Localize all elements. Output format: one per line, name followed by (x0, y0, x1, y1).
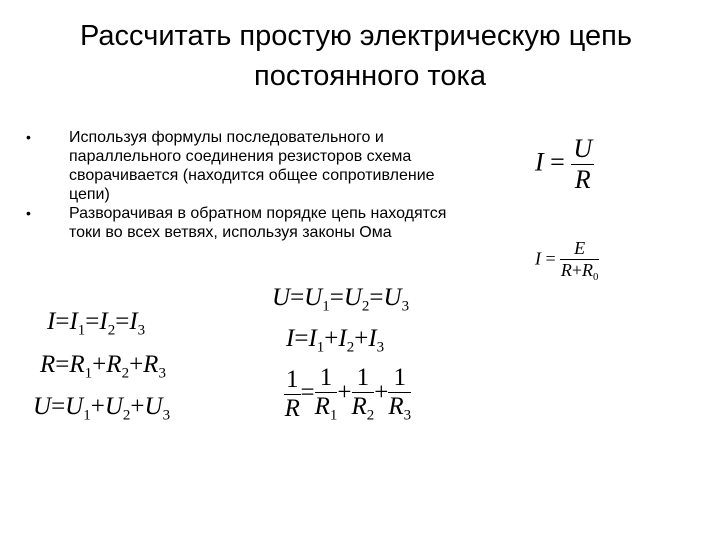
formula-symbol: U (272, 284, 291, 311)
title-line-2: постоянного тока (254, 60, 486, 92)
fraction-denominator: R (284, 394, 300, 422)
parallel-resistance-formula (284, 364, 411, 424)
formula-symbol: I (47, 308, 56, 335)
fraction-numerator: 1 (315, 364, 338, 393)
formula-subscript: 2 (121, 365, 130, 382)
formula-operator: + (324, 325, 339, 352)
formula-subscript: 3 (401, 298, 410, 315)
formula-subscript: 3 (162, 407, 171, 424)
formula-operator: + (92, 351, 107, 378)
formula-symbol: I (338, 325, 347, 352)
formula-symbol: I (368, 325, 377, 352)
parallel-voltage-formula (272, 284, 409, 315)
bullet-text: Используя формулы последовательного и параллельного соединения резисторов схема сворачивается (находится общее сопротивление цепи) (69, 129, 435, 203)
formula-subscript: 1 (84, 365, 93, 382)
series-voltage-formula (33, 393, 170, 424)
formula-operator: + (374, 378, 389, 406)
fraction-numerator: 1 (286, 365, 299, 393)
formula-subscript: 1 (329, 407, 338, 424)
formula-subscript: 3 (403, 407, 412, 424)
formula-symbol: I (129, 308, 138, 335)
formula-symbol: U (144, 393, 163, 420)
formula-operator: + (130, 393, 145, 420)
formula-operator: + (337, 378, 352, 406)
formula-symbol: R (69, 351, 85, 378)
formula-subscript: 2 (361, 298, 370, 315)
fraction-denominator (388, 393, 411, 424)
fraction-numerator: 1 (352, 364, 375, 393)
formula-subscript: 2 (122, 407, 131, 424)
fraction (560, 238, 599, 283)
fraction (284, 366, 301, 423)
bullet-icon: • (26, 205, 31, 221)
formula-operator: = (51, 393, 66, 420)
bullet-icon: • (26, 129, 31, 145)
fraction-denominator (315, 393, 338, 424)
formula-subscript: 3 (158, 365, 166, 382)
bullet-text: Разворачивая в обратном порядке цепь находятся токи во всех ветвях, используя законы Ома (69, 205, 447, 241)
fraction-denominator (352, 393, 375, 424)
formula-symbol: R (351, 393, 367, 420)
formula-operator: = (290, 284, 305, 311)
formula-subscript: 3 (376, 339, 385, 356)
slide-title (0, 16, 720, 96)
formula-symbol: I (308, 325, 317, 352)
formula-symbol: I (535, 147, 544, 177)
formula-operator: = (550, 147, 565, 177)
series-resistance-formula (40, 351, 166, 382)
fraction (352, 364, 375, 424)
parallel-current-formula (286, 325, 384, 356)
formula-symbol: I (535, 248, 541, 269)
formula-operator: = (115, 308, 130, 335)
fraction-denominator: R (574, 165, 591, 194)
bullet-item (24, 128, 454, 204)
formula-operator: = (329, 284, 344, 311)
bullet-item (24, 204, 454, 242)
formula-operator: + (571, 260, 583, 280)
formula-symbol: U (65, 393, 84, 420)
formula-symbol: R (388, 393, 404, 420)
fraction-numerator: 1 (388, 364, 411, 393)
formula-operator: = (545, 248, 556, 269)
formula-operator: + (129, 351, 144, 378)
title-line-1: Рассчитать простую электрическую цепь (80, 20, 632, 52)
fraction (315, 364, 338, 424)
formula-symbol: U (104, 393, 123, 420)
bullet-list (24, 128, 454, 242)
formula-operator: = (369, 284, 384, 311)
fraction (388, 364, 411, 424)
formula-symbol: R (143, 351, 159, 378)
formula-subscript: 2 (366, 407, 375, 424)
formula-symbol: I (99, 308, 108, 335)
formula-operator: = (85, 308, 100, 335)
formula-subscript: 2 (346, 339, 355, 356)
formula-operator: + (90, 393, 105, 420)
formula-subscript: 1 (77, 322, 86, 339)
fraction-numerator: E (560, 238, 599, 260)
formula-symbol: U (33, 393, 52, 420)
formula-subscript: 1 (322, 298, 330, 315)
formula-subscript: 1 (83, 407, 91, 424)
series-current-formula (47, 308, 145, 339)
formula-operator: = (300, 378, 315, 406)
formula-operator: = (294, 325, 309, 352)
ohm-law-formula (535, 134, 594, 195)
formula-symbol: I (286, 325, 295, 352)
fraction-denominator (560, 260, 599, 283)
fraction (571, 134, 594, 195)
formula-subscript: 0 (593, 270, 599, 283)
formula-subscript: 2 (107, 322, 116, 339)
formula-symbol: U (343, 284, 362, 311)
formula-symbol: R (560, 260, 572, 280)
formula-symbol: U (304, 284, 323, 311)
full-circuit-ohm-formula (535, 238, 599, 283)
fraction-numerator: U (573, 134, 593, 163)
formula-symbol: I (69, 308, 78, 335)
formula-symbol: R (582, 260, 594, 280)
formula-subscript: 3 (137, 322, 146, 339)
formula-subscript: 1 (316, 339, 325, 356)
formula-symbol: R (40, 351, 56, 378)
formula-symbol: R (106, 351, 122, 378)
formula-operator: + (354, 325, 369, 352)
formula-operator: = (55, 308, 70, 335)
formula-operator: = (55, 351, 70, 378)
formula-symbol: U (383, 284, 402, 311)
formula-symbol: R (314, 393, 330, 420)
